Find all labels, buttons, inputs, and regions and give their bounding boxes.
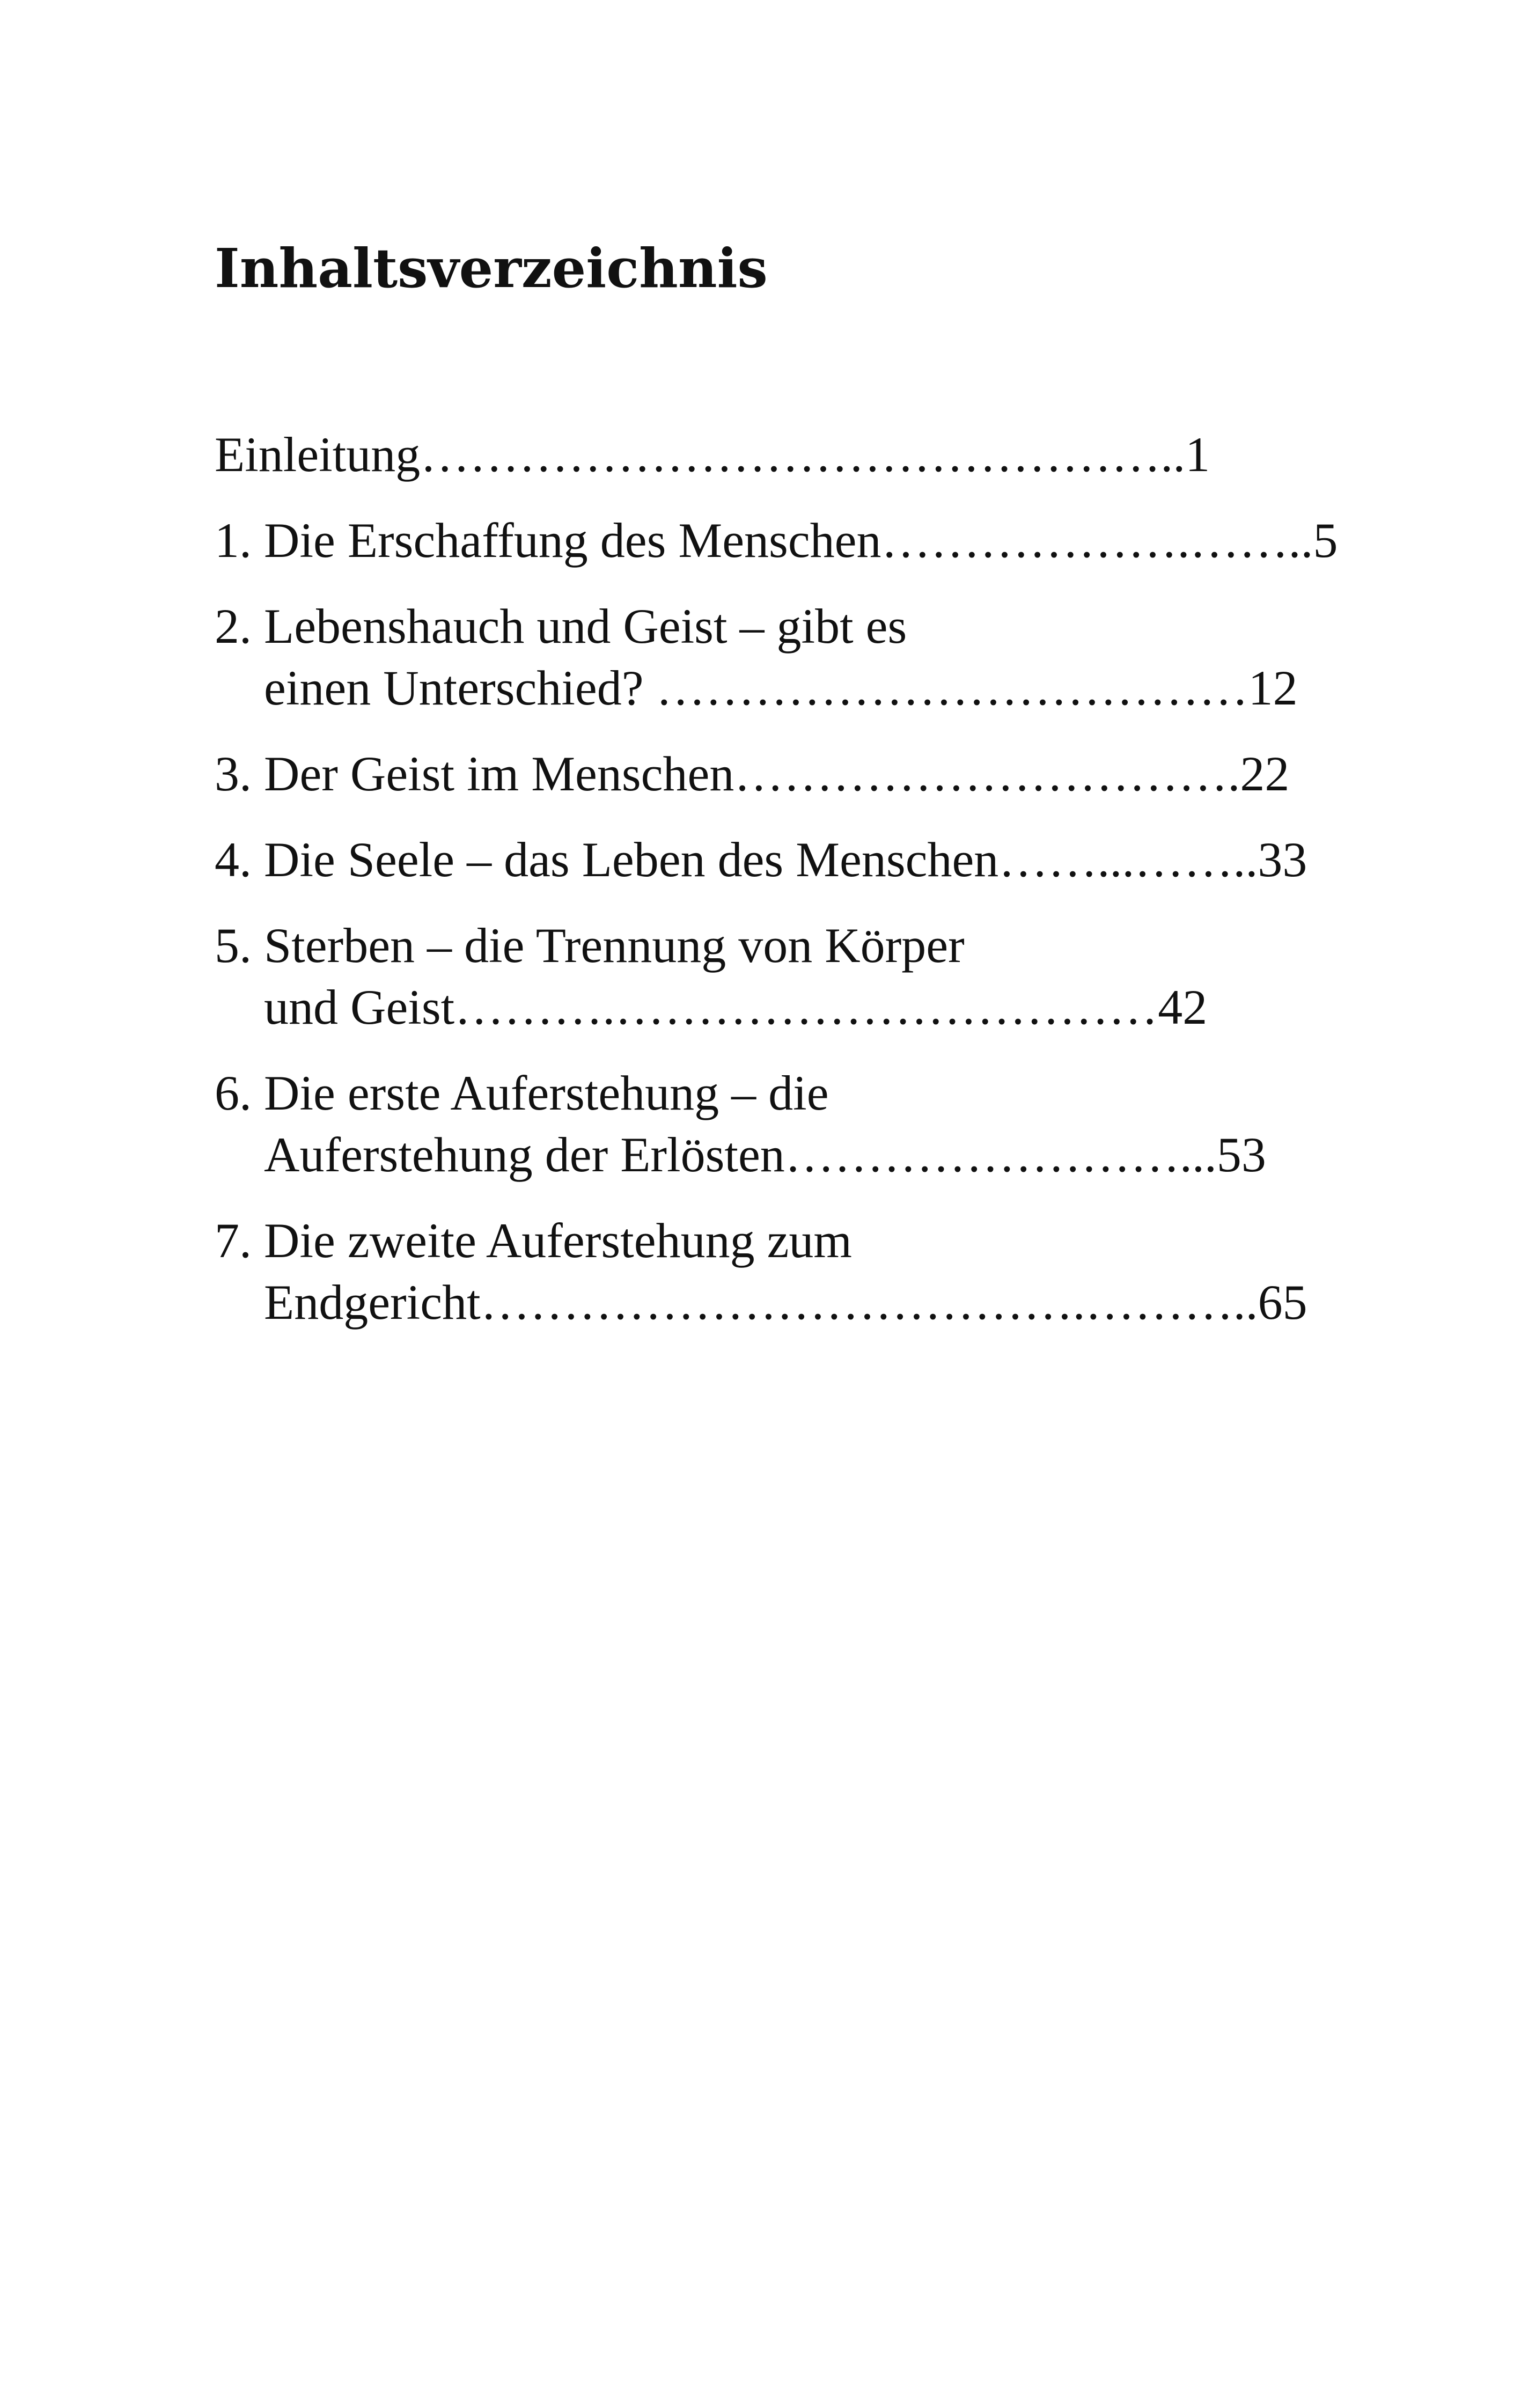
toc-entry-title-continued: Endgericht xyxy=(264,1275,481,1330)
toc-entry-title: Einleitung xyxy=(215,427,421,482)
toc-entry-title: 5. Sterben – die Trennung von Körper xyxy=(215,918,965,973)
toc-entry-title-continued: Auferstehung der Erlösten xyxy=(264,1127,785,1182)
toc-entry xyxy=(215,424,1320,486)
toc-entry xyxy=(215,829,1320,891)
toc-entry-title: 7. Die zweite Auferstehung zum xyxy=(215,1213,852,1268)
toc-line xyxy=(215,743,1320,805)
toc-line xyxy=(215,657,1320,719)
toc-page-number: 53 xyxy=(1216,1127,1266,1182)
toc-leader-dots: ……………………………… xyxy=(656,660,1248,715)
toc-entry-title: 4. Die Seele – das Leben des Menschen xyxy=(215,832,999,887)
toc-entry xyxy=(215,596,1320,719)
toc-leader-dots: ……………………………….……….. xyxy=(480,1275,1258,1330)
toc-entry xyxy=(215,1062,1320,1186)
toc-leader-dots: ……….…………………………… xyxy=(454,980,1158,1034)
toc-line xyxy=(215,977,1320,1038)
toc-entry xyxy=(215,1210,1320,1333)
toc-line xyxy=(215,829,1320,891)
toc-leader-dots: ……………….……. xyxy=(881,513,1301,568)
toc-page-number: .1 xyxy=(1173,427,1210,482)
toc-page-number: 12 xyxy=(1248,660,1298,715)
toc-line xyxy=(215,1210,1320,1272)
toc-page-number: .5 xyxy=(1300,513,1338,568)
toc-line xyxy=(215,510,1338,571)
toc-leader-dots: ………………………………………. xyxy=(420,427,1173,482)
toc-line xyxy=(215,424,1320,486)
toc-line xyxy=(215,596,1320,657)
toc-page-number: .33 xyxy=(1245,832,1307,887)
toc-entry xyxy=(215,510,1338,571)
toc-list xyxy=(215,424,1338,1333)
toc-entry-title: 1. Die Erschaffung des Menschen xyxy=(215,513,881,568)
toc-entry-title: 3. Der Geist im Menschen xyxy=(215,746,734,801)
toc-page-number: 42 xyxy=(1158,980,1208,1034)
toc-line xyxy=(215,915,1320,977)
toc-line xyxy=(215,1124,1320,1186)
toc-leader-dots: ………………………… xyxy=(734,746,1228,801)
toc-line xyxy=(215,1062,1320,1124)
toc-page-number: 65 xyxy=(1258,1275,1307,1330)
toc-entry-title-continued: und Geist xyxy=(264,980,455,1034)
toc-entry xyxy=(215,743,1320,805)
toc-entry-title: 6. Die erste Auferstehung – die xyxy=(215,1066,829,1120)
toc-entry-title-continued: einen Unterschied? xyxy=(264,660,656,715)
toc-leader-dots: ……...……. xyxy=(998,832,1246,887)
toc-entry-title: 2. Lebenshauch und Geist – gibt es xyxy=(215,599,907,654)
toc-page-number: .22 xyxy=(1228,746,1290,801)
toc-line xyxy=(215,1272,1320,1333)
toc-entry xyxy=(215,915,1320,1038)
toc-title: Inhaltsverzeichnis xyxy=(215,237,768,300)
toc-leader-dots: ……………………... xyxy=(784,1127,1217,1182)
